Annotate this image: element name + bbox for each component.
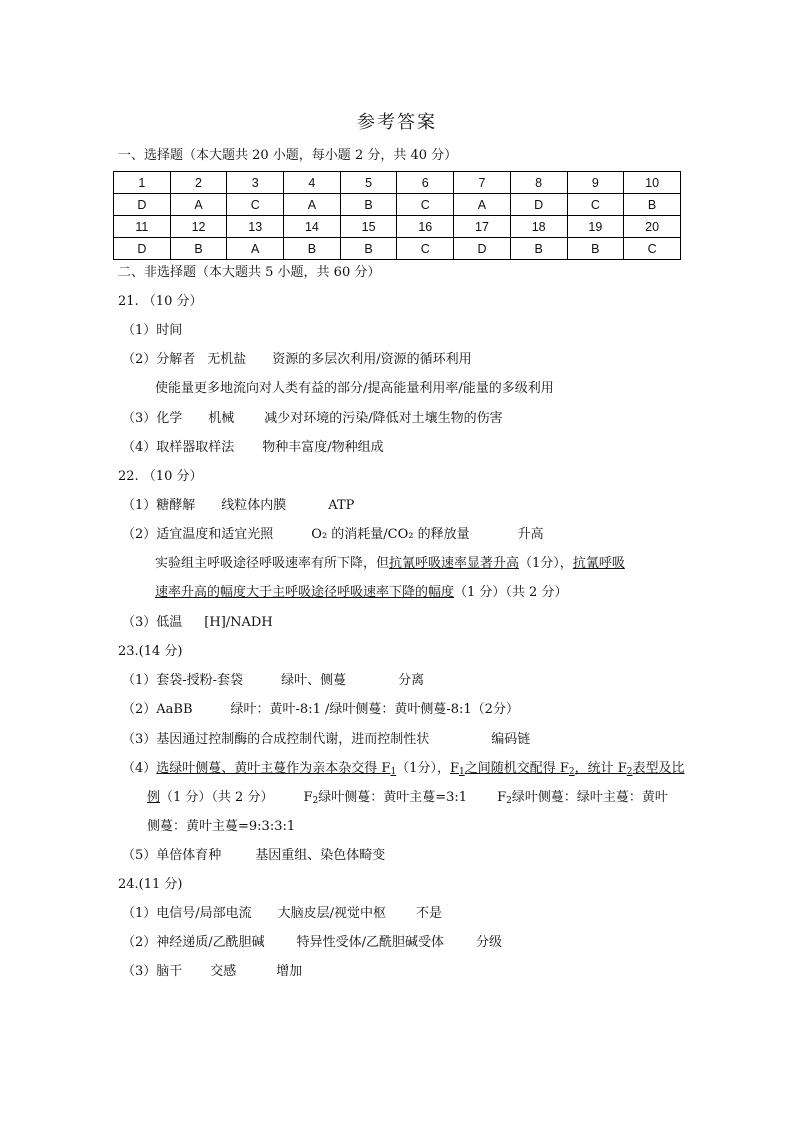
table-cell: D: [510, 194, 567, 216]
answer-table: [113, 171, 681, 260]
q21-answer-4: （4）取样器取样法 物种丰富度/物种组成: [122, 440, 384, 455]
table-cell: A: [284, 194, 341, 216]
table-cell: B: [340, 238, 397, 260]
table-cell: B: [284, 238, 341, 260]
table-cell: 3: [227, 172, 284, 194]
q23-answer-5: （5）单倍体育种 基因重组、染色体畸变: [122, 848, 386, 863]
table-cell: C: [227, 194, 284, 216]
table-cell: 10: [624, 172, 681, 194]
q21-answer-2b: 使能量更多地流向对人类有益的部分/提高能量利用率/能量的多级利用: [155, 381, 554, 396]
table-cell: 2: [170, 172, 227, 194]
table-cell: C: [567, 194, 624, 216]
q23-answer-4: （4）选绿叶侧蔓、黄叶主蔓作为亲本杂交得 $F_1(1$分），$F_1$之间随机交配得 $F_2$，统计 $F_2$表型及比: [122, 761, 685, 777]
q24-heading: 24.(11 分): [118, 877, 183, 892]
table-cell: 20: [624, 216, 681, 238]
table-cell: C: [397, 238, 454, 260]
q22-answer-2b: 实验组主呼吸途径呼吸速率有所下降，但抗氰呼吸速率显著升高（1分），抗氰呼吸: [155, 556, 625, 571]
table-cell: B: [340, 194, 397, 216]
q22-answer-1: （1）糖酵解 线粒体内膜 ATP: [122, 498, 355, 513]
table-cell: 5: [340, 172, 397, 194]
q23-answer-2: （2）AaBB 绿叶：黄叶-8:1 /绿叶侧蔓：黄叶侧蔓-8:1（2分）: [122, 702, 519, 717]
q21-answer-1: （1）时间: [122, 323, 183, 338]
table-cell: B: [567, 238, 624, 260]
table-cell: 11: [114, 216, 171, 238]
answer-row: [114, 194, 681, 216]
table-cell: B: [510, 238, 567, 260]
table-cell: 17: [454, 216, 511, 238]
table-cell: 8: [510, 172, 567, 194]
answer-row: [114, 238, 681, 260]
q22-answer-2c: 速率升高的幅度大于主呼吸途径呼吸速率下降的幅度（1 分）（共 2 分）: [155, 585, 568, 600]
q21-answer-2: （2）分解者 无机盐 资源的多层次利用/资源的循环利用: [122, 352, 472, 367]
table-cell: 12: [170, 216, 227, 238]
table-cell: C: [624, 238, 681, 260]
table-cell: 13: [227, 216, 284, 238]
q21-heading: 21. （10 分）: [118, 294, 203, 309]
table-cell: B: [170, 238, 227, 260]
q22-answer-2: （2）适宜温度和适宜光照 O₂ 的消耗量/CO₂ 的释放量 升高: [122, 527, 544, 542]
question-number-row: [114, 172, 681, 194]
q22-heading: 22. （10 分）: [118, 469, 203, 484]
page-title: 参考答案: [357, 112, 437, 133]
table-cell: 16: [397, 216, 454, 238]
table-cell: 4: [284, 172, 341, 194]
table-cell: 19: [567, 216, 624, 238]
table-cell: 15: [340, 216, 397, 238]
table-cell: A: [227, 238, 284, 260]
table-cell: D: [114, 194, 171, 216]
q21-answer-3: （3）化学 机械 减少对环境的污染/降低对土壤生物的伤害: [122, 411, 503, 426]
section2-heading: 二、非选择题（本大题共 5 小题，共 60 分）: [118, 265, 381, 280]
table-cell: D: [454, 238, 511, 260]
q23-answer-1: （1）套袋-授粉-套袋 绿叶、侧蔓 分离: [122, 673, 425, 688]
table-cell: 14: [284, 216, 341, 238]
table-cell: 1: [114, 172, 171, 194]
q23-answer-4b: 例（1 分）（共 2 分） $F_2$绿叶侧蔓：黄叶主蔓=3:1 $F_2$绿叶侧蔓：绿叶主蔓：黄叶: [147, 790, 668, 806]
table-cell: 18: [510, 216, 567, 238]
section1-heading: 一、选择题（本大题共 20 小题，每小题 2 分，共 40 分）: [118, 148, 458, 163]
table-cell: 9: [567, 172, 624, 194]
table-cell: C: [397, 194, 454, 216]
q23-answer-3: （3）基因通过控制酶的合成控制代谢，进而控制性状 编码链: [122, 732, 531, 747]
q24-answer-2: （2）神经递质/乙酰胆碱 特异性受体/乙酰胆碱受体 分级: [122, 935, 503, 950]
table-cell: B: [624, 194, 681, 216]
q24-answer-3: （3）脑干 交感 增加: [122, 964, 303, 979]
table-cell: A: [170, 194, 227, 216]
q22-answer-3: （3）低温 [H]/NADH: [122, 615, 273, 630]
table-cell: 7: [454, 172, 511, 194]
q23-answer-4c: 侧蔓：黄叶主蔓=9:3:3:1: [147, 819, 296, 834]
table-cell: A: [454, 194, 511, 216]
table-cell: 6: [397, 172, 454, 194]
q24-answer-1: （1）电信号/局部电流 大脑皮层/视觉中枢 不是: [122, 906, 443, 921]
table-cell: D: [114, 238, 171, 260]
question-number-row: [114, 216, 681, 238]
q23-heading: 23.(14 分): [118, 644, 183, 659]
